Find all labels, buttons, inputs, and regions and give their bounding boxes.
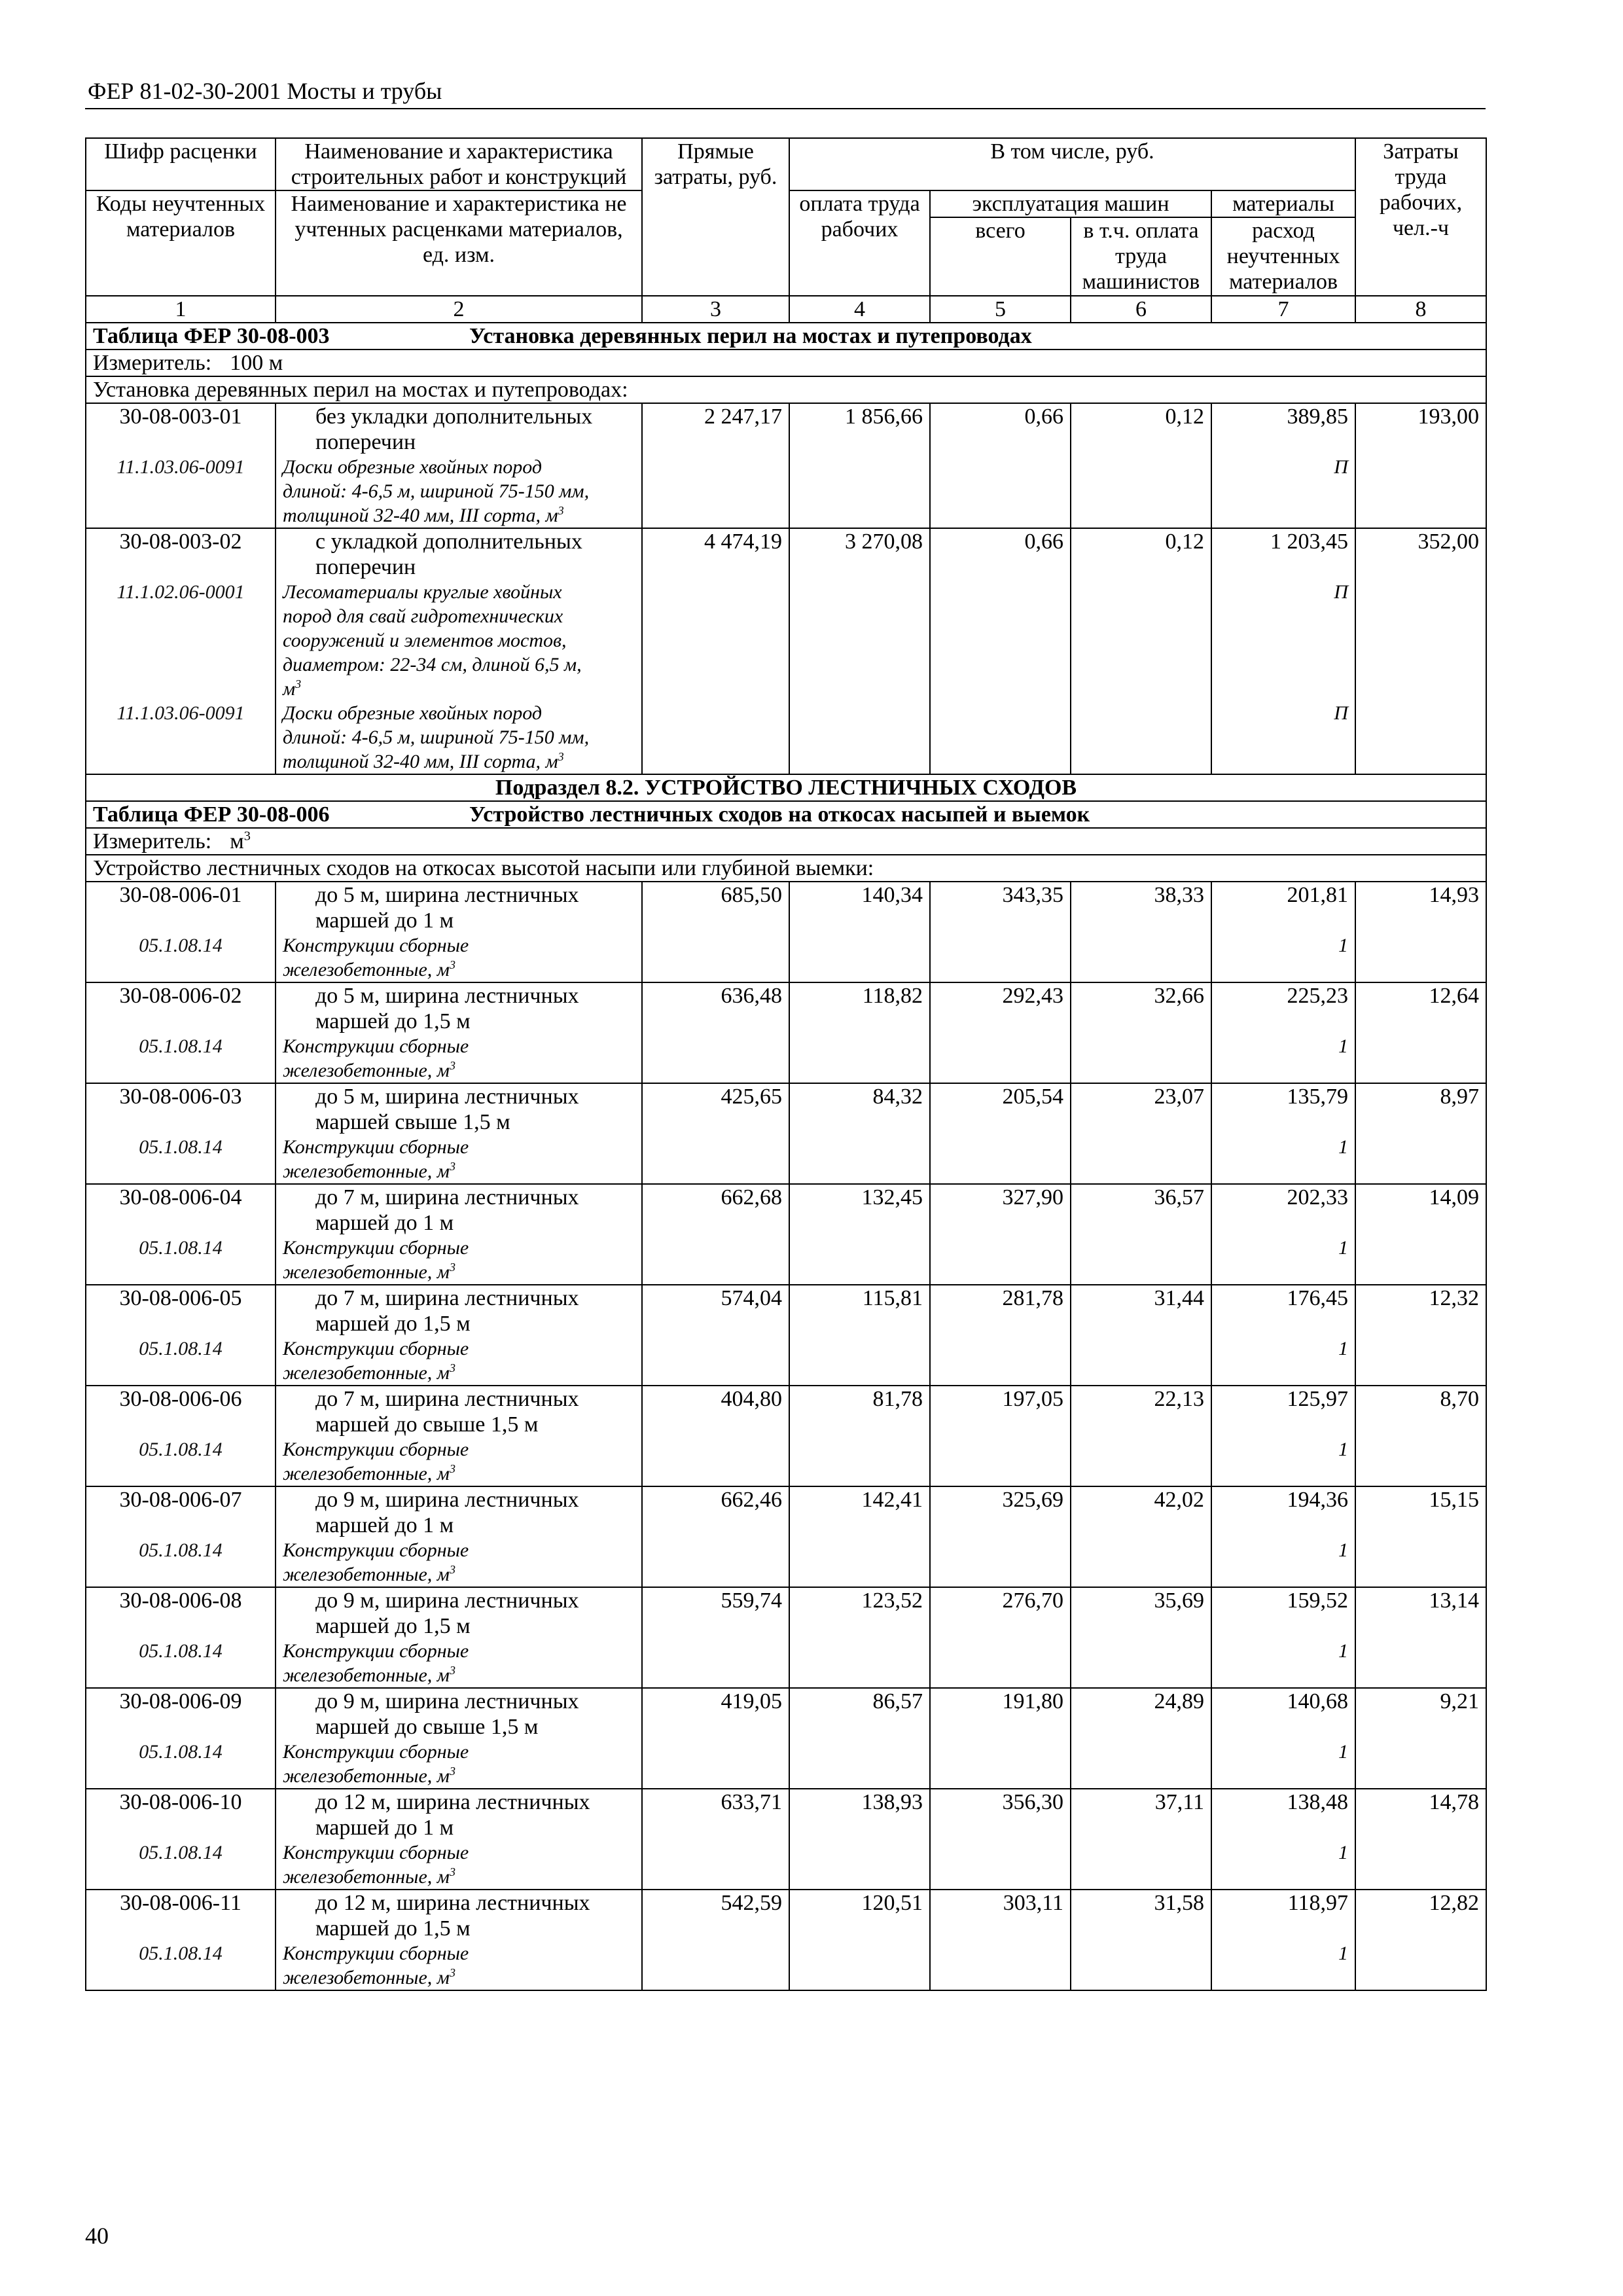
labor-pay: 132,45 [789, 1184, 930, 1285]
operator-pay: 36,57 [1071, 1184, 1211, 1285]
labor-hours: 15,15 [1355, 1486, 1486, 1587]
material-code: 05.1.08.14 [139, 1035, 223, 1057]
page-number: 40 [85, 2223, 109, 2249]
material-code: 05.1.08.14 [139, 1741, 223, 1763]
column-number: 2 [276, 296, 642, 323]
header-name-top: Наименование и характеристика строительных работ и конструкций [276, 138, 642, 190]
column-number: 5 [930, 296, 1071, 323]
labor-hours: 12,64 [1355, 982, 1486, 1083]
direct-cost: 404,80 [642, 1386, 789, 1486]
material-name: Конструкции сборные [283, 1640, 469, 1662]
direct-cost: 2 247,17 [642, 403, 789, 528]
work-name: до 9 м, ширина лестничных [315, 1588, 579, 1613]
labor-pay: 138,93 [789, 1789, 930, 1890]
work-name: до 7 м, ширина лестничных [315, 1185, 579, 1210]
work-name: поперечин [315, 555, 416, 579]
labor-hours: 8,70 [1355, 1386, 1486, 1486]
materials-cost: 159,52 [1287, 1588, 1348, 1613]
operator-pay: 32,66 [1071, 982, 1211, 1083]
machines-total: 325,69 [930, 1486, 1071, 1587]
material-name: Конструкции сборные [283, 935, 469, 956]
material-name: м [283, 678, 296, 700]
meter-row [86, 350, 1486, 376]
header-material-codes: Коды неучтенных материалов [86, 190, 276, 296]
material-name: железобетонные, м [283, 1967, 450, 1988]
table-row: 30-08-006-04 05.1.08.14 до 7 м, ширина лестничных маршей до 1 м Конструкции сборные железобетонные, $м^3$ 662,68 132,45 327,90 36,57 202,33 1 14,09 [86, 1184, 1486, 1285]
operator-pay: 42,02 [1071, 1486, 1211, 1587]
labor-pay: 84,32 [789, 1083, 930, 1184]
material-consumption: 1 [1338, 1338, 1348, 1359]
table-row: 30-08-006-10 05.1.08.14 до 12 м, ширина лестничных маршей до 1 м Конструкции сборные железобетонные, $м^3$ 633,71 138,93 356,30 37,11 138,48 1 14,78 [86, 1789, 1486, 1890]
table-title [86, 801, 1486, 828]
material-name: длиной: 4-6,5 м, шириной 75-150 мм, [283, 480, 590, 502]
material-code: 05.1.08.14 [139, 1842, 223, 1863]
direct-cost: 633,71 [642, 1789, 789, 1890]
materials-cost: 125,97 [1287, 1387, 1348, 1411]
work-name: маршей до 1 м [315, 1816, 454, 1840]
work-name: до 7 м, ширина лестничных [315, 1387, 579, 1411]
operator-pay: 37,11 [1071, 1789, 1211, 1890]
material-consumption: 1 [1338, 1539, 1348, 1561]
materials-cost: 138,48 [1287, 1790, 1348, 1814]
material-name: железобетонные, м [283, 1564, 450, 1585]
material-name: железобетонные, м [283, 1765, 450, 1787]
table-row: 30-08-006-11 05.1.08.14 до 12 м, ширина лестничных маршей до 1,5 м Конструкции сборные железобетонные, $м^3$ 542,59 120,51 303,11 31,58 118,97 1 12,82 [86, 1890, 1486, 1990]
material-code: 11.1.02.06-0001 [116, 581, 245, 603]
machines-total: 343,35 [930, 882, 1071, 982]
material-name: железобетонные, м [283, 1261, 450, 1283]
material-consumption: П [1334, 456, 1348, 478]
work-name: до 5 м, ширина лестничных [315, 883, 579, 907]
machines-total: 356,30 [930, 1789, 1071, 1890]
direct-cost: 662,46 [642, 1486, 789, 1587]
operator-pay: 31,44 [1071, 1285, 1211, 1386]
rate-code: 30-08-006-03 [119, 1085, 242, 1109]
direct-cost: 685,50 [642, 882, 789, 982]
materials-cost: 1 203,45 [1270, 529, 1348, 554]
table-row: 30-08-006-09 05.1.08.14 до 9 м, ширина лестничных маршей до свыше 1,5 м Конструкции сборные железобетонные, $м^3$ 419,05 86,57 191,80 24,89 140,68 1 9,21 [86, 1688, 1486, 1789]
header-machines-total: всего [930, 217, 1071, 296]
material-name: железобетонные, м [283, 1060, 450, 1081]
operator-pay: 24,89 [1071, 1688, 1211, 1789]
column-number: 1 [86, 296, 276, 323]
material-consumption: 1 [1338, 1842, 1348, 1863]
material-code: 05.1.08.14 [139, 1136, 223, 1158]
work-name: поперечин [315, 430, 416, 454]
work-name: маршей до свыше 1,5 м [315, 1715, 539, 1739]
material-name: железобетонные, м [283, 1664, 450, 1686]
material-code: 05.1.08.14 [139, 935, 223, 956]
header-machines: эксплуатация машин [930, 190, 1211, 217]
header-shifr: Шифр расценки [86, 138, 276, 190]
materials-cost: 194,36 [1287, 1488, 1348, 1512]
table-row: 30-08-006-03 05.1.08.14 до 5 м, ширина лестничных маршей свыше 1,5 м Конструкции сборные железобетонные, $м^3$ 425,65 84,32 205,54 23,07 135,79 1 8,97 [86, 1083, 1486, 1184]
machines-total: 191,80 [930, 1688, 1071, 1789]
work-name: маршей до свыше 1,5 м [315, 1412, 539, 1437]
running-header: ФЕР 81-02-30-2001 Мосты и трубы [88, 78, 442, 104]
rate-code: 30-08-006-01 [119, 883, 242, 907]
work-name: маршей свыше 1,5 м [315, 1110, 510, 1134]
direct-cost: 559,74 [642, 1587, 789, 1688]
material-consumption: 1 [1338, 1136, 1348, 1158]
labor-hours: 12,32 [1355, 1285, 1486, 1386]
labor-pay: 1 856,66 [789, 403, 930, 528]
work-name: до 12 м, ширина лестничных [315, 1790, 590, 1814]
table-row: 30-08-006-01 05.1.08.14 до 5 м, ширина лестничных маршей до 1 м Конструкции сборные железобетонные, $м^3$ 685,50 140,34 343,35 38,33 201,81 1 14,93 [86, 882, 1486, 982]
general-description: Устройство лестничных сходов на откосах высотой насыпи или глубиной выемки: [86, 855, 1486, 882]
material-name: железобетонные, м [283, 1160, 450, 1182]
labor-pay: 142,41 [789, 1486, 930, 1587]
rate-code: 30-08-006-09 [119, 1689, 242, 1713]
material-consumption: 1 [1338, 1035, 1348, 1057]
work-name: до 7 м, ширина лестничных [315, 1286, 579, 1310]
operator-pay: 38,33 [1071, 882, 1211, 982]
material-code: 05.1.08.14 [139, 1943, 223, 1964]
materials-cost: 118,97 [1287, 1891, 1348, 1915]
labor-hours: 13,14 [1355, 1587, 1486, 1688]
machines-total: 327,90 [930, 1184, 1071, 1285]
operator-pay: 0,12 [1071, 403, 1211, 528]
work-name: маршей до 1,5 м [315, 1312, 471, 1336]
header-operator-pay: в т.ч. оплата труда машинистов [1071, 217, 1211, 296]
table-row: 30-08-003-02 11.1.02.06-0001 11.1.03.06-0091 с укладкой дополнительных поперечин Лесоматериалы круглые хвойных пород для свай гидротехнических сооружений и элементов мостов, диаметром: 22-34 см, длиной 6,5 м, $м^3$ Доски обрезные хвойных пород длиной: 4-6,5 м, шириной 75-150 мм, толщиной 32-40 мм, III сорта, $м^3$ 4 474,19 3 270,08 0,66 0,12 1 203,45 П П 352,00 [86, 528, 1486, 774]
material-name: Доски обрезные хвойных пород [283, 702, 543, 724]
material-name: диаметром: 22-34 см, длиной 6,5 м, [283, 654, 582, 675]
direct-cost: 4 474,19 [642, 528, 789, 774]
rate-code: 30-08-006-06 [119, 1387, 242, 1411]
materials-cost: 225,23 [1287, 984, 1348, 1008]
work-name: маршей до 1,5 м [315, 1614, 471, 1638]
materials-cost: 176,45 [1287, 1286, 1348, 1310]
rate-code: 30-08-006-04 [119, 1185, 242, 1210]
machines-total: 0,66 [930, 528, 1071, 774]
material-code: 05.1.08.14 [139, 1439, 223, 1460]
work-name: до 5 м, ширина лестничных [315, 984, 579, 1008]
operator-pay: 0,12 [1071, 528, 1211, 774]
labor-pay: 118,82 [789, 982, 930, 1083]
table-row: 30-08-003-01 11.1.03.06-0091 без укладки дополнительных поперечин Доски обрезные хвойных пород длиной: 4-6,5 м, шириной 75-150 мм, толщиной 32-40 мм, III сорта, $м^3$ 2 247,17 1 856,66 0,66 0,12 389,85 П 193,00 [86, 403, 1486, 528]
materials-cost: 202,33 [1287, 1185, 1348, 1210]
machines-total: 281,78 [930, 1285, 1071, 1386]
header-labor-pay: оплата труда рабочих [789, 190, 930, 296]
meter-value: м [230, 829, 244, 853]
material-code: 05.1.08.14 [139, 1640, 223, 1662]
material-name: сооружений и элементов мостов, [283, 630, 567, 651]
work-name: маршей до 1 м [315, 1211, 454, 1235]
work-name: маршей до 1 м [315, 908, 454, 933]
labor-pay: 86,57 [789, 1688, 930, 1789]
header-direct-cost: Прямые затраты, руб. [642, 138, 789, 296]
table-row: 30-08-006-08 05.1.08.14 до 9 м, ширина лестничных маршей до 1,5 м Конструкции сборные железобетонные, $м^3$ 559,74 123,52 276,70 35,69 159,52 1 13,14 [86, 1587, 1486, 1688]
table-row: 30-08-006-02 05.1.08.14 до 5 м, ширина лестничных маршей до 1,5 м Конструкции сборные железобетонные, $м^3$ 636,48 118,82 292,43 32,66 225,23 1 12,64 [86, 982, 1486, 1083]
material-name: железобетонные, м [283, 1463, 450, 1484]
work-name: маршей до 1 м [315, 1513, 454, 1537]
meter-value: 100 м [230, 351, 283, 375]
meter-row: Измеритель: $м^3$ [86, 828, 1486, 855]
work-name: маршей до 1,5 м [315, 1916, 471, 1941]
material-name: Конструкции сборные [283, 1539, 469, 1561]
material-consumption: 1 [1338, 1741, 1348, 1763]
labor-pay: 120,51 [789, 1890, 930, 1990]
meter-label: Измеритель: [93, 829, 212, 853]
material-name: Конструкции сборные [283, 1035, 469, 1057]
material-name: Конструкции сборные [283, 1237, 469, 1259]
machines-total: 197,05 [930, 1386, 1071, 1486]
labor-pay: 115,81 [789, 1285, 930, 1386]
table-code: Таблица ФЕР 30-08-003 [93, 324, 330, 348]
direct-cost: 574,04 [642, 1285, 789, 1386]
machines-total: 292,43 [930, 982, 1071, 1083]
subsection-title: Подраздел 8.2. УСТРОЙСТВО ЛЕСТНИЧНЫХ СХОДОВ [86, 774, 1486, 801]
work-name: до 12 м, ширина лестничных [315, 1891, 590, 1915]
machines-total: 303,11 [930, 1890, 1071, 1990]
material-name: толщиной 32-40 мм, III сорта, м [283, 505, 558, 526]
material-name: Конструкции сборные [283, 1943, 469, 1964]
work-name: до 9 м, ширина лестничных [315, 1488, 579, 1512]
material-name: Конструкции сборные [283, 1842, 469, 1863]
header-rule [85, 108, 1486, 109]
labor-hours: 14,78 [1355, 1789, 1486, 1890]
materials-cost: 201,81 [1287, 883, 1348, 907]
meter-label: Измеритель: [93, 351, 212, 375]
header-including: В том числе, руб. [789, 138, 1355, 190]
rate-code: 30-08-003-02 [119, 529, 242, 554]
price-table [85, 137, 1487, 1991]
labor-hours: 14,09 [1355, 1184, 1486, 1285]
material-consumption: 1 [1338, 1439, 1348, 1460]
direct-cost: 662,68 [642, 1184, 789, 1285]
material-consumption: П [1334, 702, 1348, 724]
labor-hours: 352,00 [1355, 528, 1486, 774]
table-code: Таблица ФЕР 30-08-006 [93, 802, 330, 827]
direct-cost: 419,05 [642, 1688, 789, 1789]
rate-code: 30-08-003-01 [119, 404, 242, 429]
direct-cost: 542,59 [642, 1890, 789, 1990]
column-number: 8 [1355, 296, 1486, 323]
rate-code: 30-08-006-11 [120, 1891, 241, 1915]
work-name: до 5 м, ширина лестничных [315, 1085, 579, 1109]
work-name: без укладки дополнительных [315, 404, 593, 429]
material-consumption: 1 [1338, 1640, 1348, 1662]
machines-total: 205,54 [930, 1083, 1071, 1184]
material-consumption: П [1334, 581, 1348, 603]
material-code: 11.1.03.06-0091 [116, 456, 245, 478]
material-consumption: 1 [1338, 935, 1348, 956]
column-number: 7 [1211, 296, 1355, 323]
material-name: длиной: 4-6,5 м, шириной 75-150 мм, [283, 726, 590, 748]
header-labor-cost: Затраты труда рабочих, чел.-ч [1355, 138, 1486, 296]
table-name: Установка деревянных перил на мостах и путепроводах [469, 324, 1032, 348]
general-description: Установка деревянных перил на мостах и путепроводах: [86, 376, 1486, 403]
material-name: Конструкции сборные [283, 1439, 469, 1460]
labor-hours: 9,21 [1355, 1688, 1486, 1789]
header-material-consumption: расход неучтенных материалов [1211, 217, 1355, 296]
rate-code: 30-08-006-07 [119, 1488, 242, 1512]
direct-cost: 636,48 [642, 982, 789, 1083]
table-title [86, 323, 1486, 350]
operator-pay: 31,58 [1071, 1890, 1211, 1990]
material-name: Конструкции сборные [283, 1741, 469, 1763]
labor-pay: 3 270,08 [789, 528, 930, 774]
operator-pay: 23,07 [1071, 1083, 1211, 1184]
machines-total: 276,70 [930, 1587, 1071, 1688]
material-name: Конструкции сборные [283, 1136, 469, 1158]
material-consumption: 1 [1338, 1943, 1348, 1964]
material-consumption: 1 [1338, 1237, 1348, 1259]
labor-pay: 140,34 [789, 882, 930, 982]
material-name: Конструкции сборные [283, 1338, 469, 1359]
table-row: 30-08-006-07 05.1.08.14 до 9 м, ширина лестничных маршей до 1 м Конструкции сборные железобетонные, $м^3$ 662,46 142,41 325,69 42,02 194,36 1 15,15 [86, 1486, 1486, 1587]
operator-pay: 22,13 [1071, 1386, 1211, 1486]
material-name: Доски обрезные хвойных пород [283, 456, 543, 478]
work-name: с укладкой дополнительных [315, 529, 582, 554]
rate-code: 30-08-006-08 [119, 1588, 242, 1613]
work-name: до 9 м, ширина лестничных [315, 1689, 579, 1713]
operator-pay: 35,69 [1071, 1587, 1211, 1688]
material-name: пород для свай гидротехнических [283, 605, 563, 627]
material-name: железобетонные, м [283, 959, 450, 980]
material-code: 05.1.08.14 [139, 1539, 223, 1561]
rate-code: 30-08-006-02 [119, 984, 242, 1008]
header-name-bottom: Наименование и характеристика не учтенных расценками материалов, ед. изм. [276, 190, 642, 296]
table-row: 30-08-006-06 05.1.08.14 до 7 м, ширина лестничных маршей до свыше 1,5 м Конструкции сборные железобетонные, $м^3$ 404,80 81,78 197,05 22,13 125,97 1 8,70 [86, 1386, 1486, 1486]
table-name: Устройство лестничных сходов на откосах насыпей и выемок [469, 802, 1090, 827]
labor-hours: 193,00 [1355, 403, 1486, 528]
rate-code: 30-08-006-10 [119, 1790, 242, 1814]
column-number: 6 [1071, 296, 1211, 323]
labor-hours: 12,82 [1355, 1890, 1486, 1990]
labor-hours: 14,93 [1355, 882, 1486, 982]
material-name: железобетонные, м [283, 1362, 450, 1384]
materials-cost: 140,68 [1287, 1689, 1348, 1713]
labor-hours: 8,97 [1355, 1083, 1486, 1184]
material-code: 11.1.03.06-0091 [116, 702, 245, 724]
header-materials: материалы [1211, 190, 1355, 217]
rate-code: 30-08-006-05 [119, 1286, 242, 1310]
material-code: 05.1.08.14 [139, 1237, 223, 1259]
material-name: толщиной 32-40 мм, III сорта, м [283, 751, 558, 772]
column-number: 3 [642, 296, 789, 323]
table-row: 30-08-006-05 05.1.08.14 до 7 м, ширина лестничных маршей до 1,5 м Конструкции сборные железобетонные, $м^3$ 574,04 115,81 281,78 31,44 176,45 1 12,32 [86, 1285, 1486, 1386]
materials-cost: 389,85 [1287, 404, 1348, 429]
material-code: 05.1.08.14 [139, 1338, 223, 1359]
material-name: железобетонные, м [283, 1866, 450, 1888]
direct-cost: 425,65 [642, 1083, 789, 1184]
machines-total: 0,66 [930, 403, 1071, 528]
labor-pay: 81,78 [789, 1386, 930, 1486]
labor-pay: 123,52 [789, 1587, 930, 1688]
column-number: 4 [789, 296, 930, 323]
materials-cost: 135,79 [1287, 1085, 1348, 1109]
work-name: маршей до 1,5 м [315, 1009, 471, 1033]
material-name: Лесоматериалы круглые хвойных [283, 581, 562, 603]
